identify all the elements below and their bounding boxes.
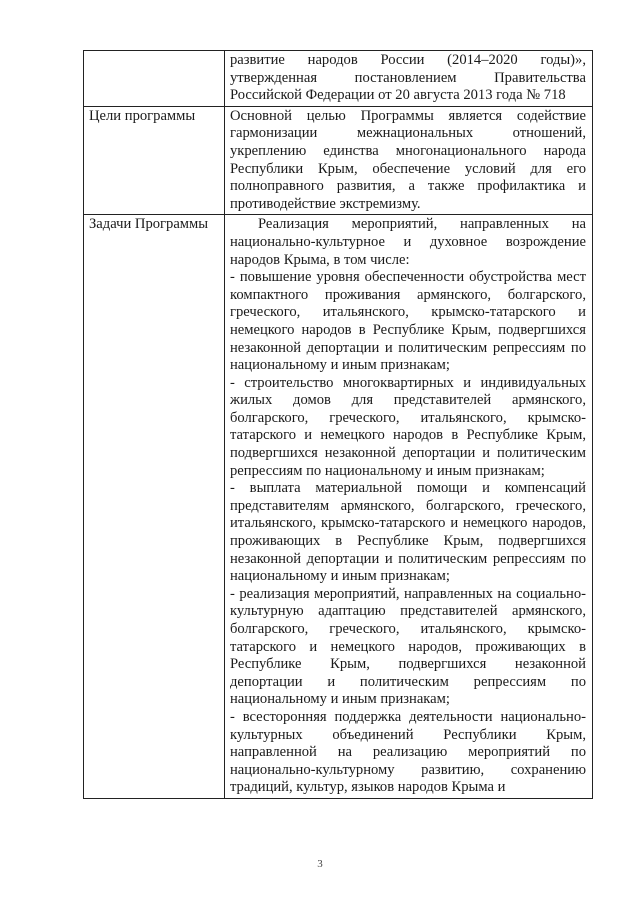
- task-item: - реализация мероприятий, направленных на социально-культурную адаптацию представителей армянского, болгарского, греческого, итальянского, крымско-татарского и немецкого народов, проживающих в Республике Крым, подвергшихся незаконной депортации и политическим репрессиям по национальному и иным признакам;: [230, 585, 586, 708]
- tasks-intro: Реализация мероприятий, направленных на национально-культурное и духовное возрождение народов Крыма, в том числе:: [230, 216, 586, 268]
- page-number: 3: [317, 858, 323, 870]
- table-row: [84, 106, 593, 215]
- task-item: - выплата материальной помощи и компенсаций представителям армянского, болгарского, греческого, итальянского, крымско-татарского и немецкого народов, проживающих в Республике Крым, подвергшихся незаконной депортации и политическим репрессиям по национальному и иным признакам;: [230, 480, 586, 585]
- program-passport-table: [83, 50, 593, 799]
- program-title-continuation: развитие народов России (2014–2020 годы)», утвержденная постановлением Правительства Российской Федерации от 20 августа 2013 года № 718: [230, 52, 586, 104]
- task-item: - повышение уровня обеспеченности обустройства мест компактного проживания армянского, болгарского, греческого, итальянского, крымско-татарского и немецкого народов в Республике Крым, подвергшихся незаконной депортации и политическим репрессиям по национальному и иным признакам;: [230, 269, 586, 374]
- row-content-program-title: [225, 51, 593, 107]
- row-label-empty: [84, 51, 225, 107]
- row-content-tasks: [225, 215, 593, 799]
- goals-text: Основной целью Программы является содействие гармонизации межнациональных отношений, укреплению единства многонационального народа Республики Крым, обеспечение условий для его полноправного развития, а также профилактика и противодействие экстремизму.: [230, 107, 586, 212]
- table-row: [84, 215, 593, 799]
- table-row: [84, 51, 593, 107]
- row-label-tasks: Задачи Программы: [84, 215, 225, 799]
- task-item: - всесторонняя поддержка деятельности национально-культурных объединений Республики Крым, направленной на реализацию мероприятий по национально-культурному развитию, сохранению традиций, культур, языков народов Крыма и: [230, 708, 586, 796]
- row-content-goals: [225, 106, 593, 215]
- task-item: - строительство многоквартирных и индивидуальных жилых домов для представителей армянского, болгарского, греческого, итальянского, крымско-татарского и немецкого народов в Республике Крым, подвергшихся незаконной депортации и политическим репрессиям по национальному и иным признакам;: [230, 374, 586, 479]
- row-label-goals: Цели программы: [84, 106, 225, 215]
